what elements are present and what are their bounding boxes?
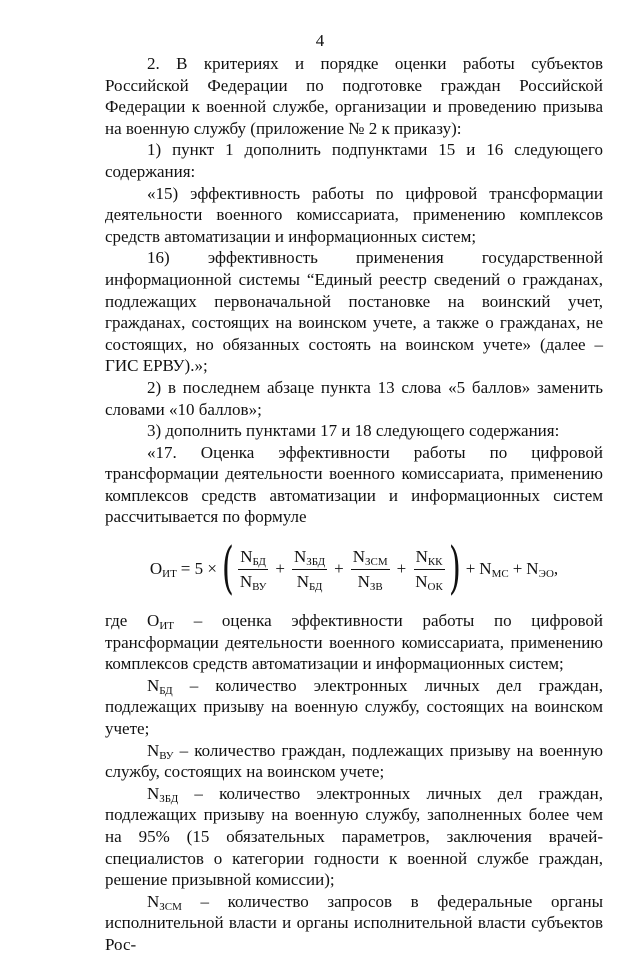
definition-n-bd: $N_{БД}$ – количество электронных личных дел граждан, подлежащих призыву на военную службу, состоящих на воинском учете; (105, 675, 603, 739)
formula-fraction-4: $\frac{N_{КК}}{N_{ОК}}$ (415, 546, 443, 593)
document-body (105, 53, 603, 956)
paragraph-item-2: 2) в последнем абзаце пункта 13 слова «5 баллов» заменить словами «10 баллов»; (105, 377, 603, 419)
formula-equals-coef: = 5 × (180, 559, 217, 579)
formula-plus: + (334, 559, 344, 579)
paragraph-where: где $О_{ИТ}$ – оценка эффективности работы по цифровой трансформации деятельности военного комиссариата, применению комплексов средств автоматизации и информационных систем; (105, 611, 603, 674)
formula-fraction-3: $\frac{N_{ЗСМ}}{N_{ЗВ}}$ (352, 546, 388, 593)
definition-n-vu: $N_{ВУ}$ – количество граждан, подлежащих призыву на военную службу, состоящих на воинском учете; (105, 740, 603, 782)
formula-plus: + (465, 559, 476, 579)
formula-close-paren: ) (448, 536, 461, 602)
formula-plus: + (275, 559, 285, 579)
paragraph-criteria: 2. В критериях и порядке оценки работы субъектов Российской Федерации по подготовке граждан Российской Федерации к военной службе, организации и проведению призыва на военную службу (приложение № 2 к приказу): (105, 54, 603, 138)
formula (105, 532, 603, 606)
formula-term-mc: $N_{МС}$ (479, 559, 509, 581)
paragraph-item-1: 1) пункт 1 дополнить подпунктами 15 и 16 следующего содержания: (105, 140, 603, 181)
paragraph-subitem-16: 16) эффективность применения государственной информационной системы “Единый реестр сведений о гражданах, подлежащих первоначальной постановке на воинский учет, гражданах, состоящих на воинском учете, а также о гражданах, не состоящих, но обязанных состоять на воинском учете» (далее – ГИС ЕРВУ).»; (105, 248, 603, 376)
formula-fraction-2: $\frac{N_{ЗБД}}{N_{БД}}$ (293, 546, 326, 593)
definition-n-zsm: $N_{ЗСМ}$ – количество запросов в федеральные органы исполнительной власти и органы исполнительной власти субъектов Рос- (105, 891, 603, 954)
formula-lhs: $О_{ИТ}$ (149, 559, 177, 581)
paragraph-point-17: «17. Оценка эффективности работы по цифровой трансформации деятельности военного комиссариата, применению комплексов средств автоматизации и информационных систем рассчитывается по формуле (105, 442, 603, 527)
definition-n-zbd: $N_{ЗБД}$ – количество электронных личных дел граждан, подлежащих призыву на военную службу, заполненных более чем на 95% (15 обязательных параметров, заключения врачей-специалистов о категории годности к военной службе граждан, решение призывной комиссии); (105, 783, 603, 890)
formula-open-paren: ( (221, 536, 234, 602)
paragraph-item-3: 3) дополнить пунктами 17 и 18 следующего содержания: (147, 421, 560, 441)
page-number: 4 (315, 31, 325, 50)
formula-fraction-1: $\frac{N_{БД}}{N_{ВУ}}$ (239, 546, 267, 593)
formula-term-eo: $N_{ЭО}$, (526, 559, 559, 581)
formula-plus: + (396, 559, 407, 579)
formula-plus: + (512, 559, 523, 579)
paragraph-subitem-15: «15) эффективность работы по цифровой трансформации деятельности военного комиссариата, применению комплексов средств автоматизации и информационных систем; (105, 183, 603, 246)
